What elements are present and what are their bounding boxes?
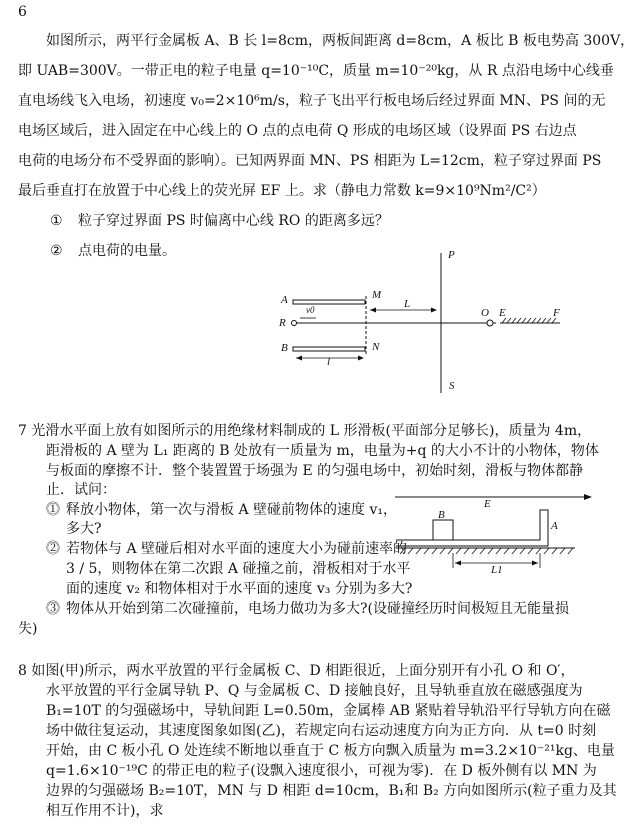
q6-text-line: 即 UAB=300V。一带正电的粒子电量 q=10⁻¹⁰C，质量 m=10⁻²⁰kg，从 R 点沿电场中心线垂	[18, 63, 614, 79]
q8-text-line: 水平放置的平行金属导轨 P、Q 与金属板 C、D 接触良好，且导轨垂直放在磁感强度为	[46, 683, 583, 699]
q7-subquestion-1: 释放小物体，第一次与滑板 A 壁碰前物体的速度 v₁，	[66, 502, 397, 518]
q6-text-line: 最后垂直打在放置于中心线上的荧光屏 EF 上。求（静电力常数 k=9×10⁹Nm²/C²）	[18, 183, 546, 199]
q7-subquestion-mark: ⓵	[46, 502, 60, 518]
arrowhead	[358, 356, 364, 361]
label-m: M	[372, 289, 382, 301]
q7-subquestion-mark: ⓷	[46, 601, 60, 617]
label-o: O	[481, 307, 489, 319]
q7-subquestion-2: 若物体与 A 壁碰后相对水平面的速度大小为碰前速率的	[66, 541, 408, 557]
q7-subquestion-3: 失)	[18, 621, 38, 637]
label-n: N	[372, 341, 380, 353]
label-plate-length: l	[327, 356, 331, 368]
label-r: R	[279, 317, 286, 329]
q8-text-line: B₁=10T 的匀强磁场中，导轨间距 L=0.50m，金属棒 AB 紧贴着导轨沿平行导轨方向在磁	[46, 703, 611, 719]
q8-text-line: 开始，由 C 板小孔 O 处连续不断地以垂直于 C 板方向飘入质量为 m=3.2×10⁻²¹kg、电量	[46, 743, 615, 759]
q7-text-line: 7 光滑水平面上放有如图所示的用绝缘材料制成的 L 形滑板(平面部分足够长)，质量为 4m，	[18, 423, 592, 439]
q8-text-line: 场中做往复运动，其速度图象如图(乙)，若规定向右运动速度方向为正方向．从 t=0 时刻	[46, 723, 597, 739]
label-b: B	[281, 342, 288, 354]
label-wall-a: A	[551, 520, 558, 532]
q6-text-line: 直电场线飞入电场，初速度 v₀=2×10⁶m/s，粒子飞出平行板电场后经过界面 MN、PS 间的无	[18, 93, 606, 109]
q6-subquestion-1: 粒子穿过界面 PS 时偏离中心线 RO 的距离多远？	[78, 213, 389, 229]
label-field-e: E	[484, 498, 491, 510]
question-number-6: 6	[18, 4, 27, 20]
q6-text-line: 电荷的电场分布不受界面的影响）。已知两界面 MN、PS 相距为 L=12cm，粒子穿过界面 PS	[18, 153, 602, 169]
q7-text-line: 与板面的摩擦不计．整个装置置于场强为 E 的匀强电场中，初始时刻，滑板与物体都静	[46, 463, 584, 479]
q7-text-line: 距滑板的 A 壁为 L₁ 距离的 B 处放有一质量为 m，电量为+q 的大小不计的小物体，物体	[46, 443, 599, 459]
q6-subquestion-2: 点电荷的电量。	[78, 243, 176, 259]
label-l1: L1	[491, 564, 503, 576]
arrowhead	[532, 561, 538, 566]
plate-a	[293, 300, 365, 304]
point-r	[292, 321, 297, 326]
label-f: F	[553, 307, 560, 319]
label-l-distance: L	[404, 298, 411, 310]
q7-subquestion-2: 面的速度 v₂ 和物体相对于水平面的速度 v₃ 分别为多大?	[66, 581, 413, 597]
ground-hatch	[400, 548, 573, 554]
q8-text-line: q=1.6×10⁻¹⁹C 的带正电的粒子(设飘入速度很小，可视为零)．在 D 板外侧有以 MN 为	[46, 763, 597, 779]
arrowhead	[455, 561, 461, 566]
block-b	[433, 520, 453, 540]
q6-subquestion-mark: ①	[50, 213, 63, 229]
label-e: E	[499, 307, 506, 319]
q7-subquestion-mark: ⓶	[46, 541, 60, 557]
arrowhead	[296, 356, 302, 361]
q7-subquestion-1: 多大?	[66, 521, 102, 537]
l-shaped-slider	[396, 510, 548, 546]
label-v0: v0	[306, 305, 315, 315]
arrowhead	[584, 494, 592, 500]
q6-text-line: 如图所示，两平行金属板 A、B 长 l=8cm，两板间距离 d=8cm，A 板比 B 板电势高 300V，	[46, 33, 635, 49]
q7-subquestion-3: 物体从开始到第二次碰撞前，电场力做功为多大?(设碰撞经历时间极短且无能量损	[66, 601, 569, 617]
plate-b	[293, 347, 365, 351]
q8-text-line: 边界的匀强磁场 B₂=10T，MN 与 D 相距 d=10cm，B₁和 B₂ 方向如图所示(粒子重力及其	[46, 783, 617, 799]
label-a: A	[281, 294, 288, 306]
arrowhead	[431, 308, 437, 313]
q6-text-line: 电场区域后，进入固定在中心线上的 O 点的点电荷 Q 形成的电场区域（设界面 PS 右边点	[18, 123, 577, 139]
screen-hatch	[502, 318, 556, 323]
point-charge-o	[487, 320, 493, 326]
label-block-b: B	[438, 509, 445, 521]
q7-subquestion-2: 3 / 5，则物体在第二次跟 A 碰撞之前，滑板相对于水平	[66, 561, 411, 577]
q8-text-line: 8 如图(甲)所示，两水平放置的平行金属板 C、D 相距很近，上面分别开有小孔 O 和 O′，	[18, 663, 575, 679]
label-p: P	[448, 249, 455, 261]
label-s: S	[449, 380, 455, 392]
q6-subquestion-mark: ②	[50, 243, 63, 259]
q8-text-line: 相互作用不计)，求	[46, 803, 164, 819]
q7-text-line: 止．试问：	[46, 482, 116, 498]
arrowhead	[370, 308, 376, 313]
